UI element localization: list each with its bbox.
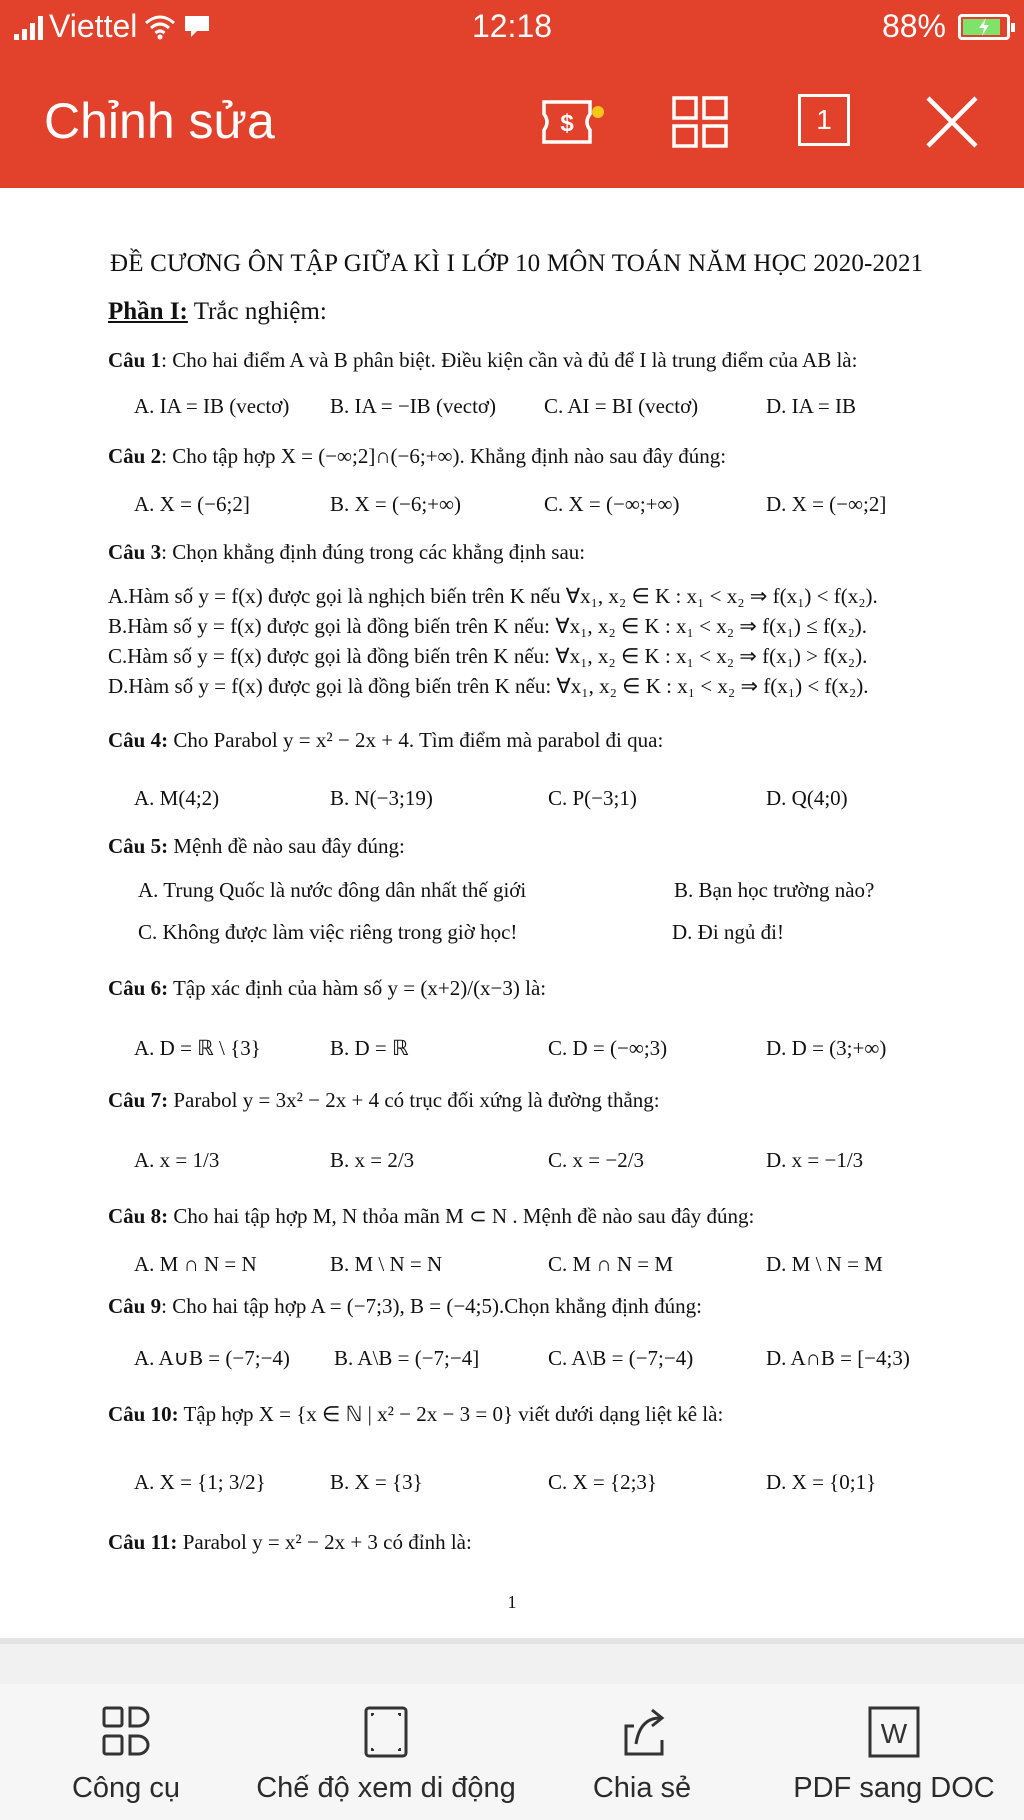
option-b: B. X = (−6;+∞) [330, 492, 461, 516]
question-8 [108, 1204, 754, 1229]
pdf-to-doc-label: PDF sang DOC [793, 1772, 995, 1804]
question-9 [108, 1294, 702, 1319]
page-number: 1 [507, 1592, 517, 1612]
question-4 [108, 728, 663, 753]
page-indicator: 1 [816, 104, 832, 135]
tools-button[interactable] [62, 1684, 190, 1820]
option-a: A. Trung Quốc là nước đông dân nhất thế giới [138, 878, 527, 902]
dollar-ticket-icon[interactable] [540, 90, 604, 154]
option-b: B. D = ℝ [330, 1036, 409, 1060]
carrier-name: Viettel [49, 8, 138, 44]
question-label: Câu 9 [108, 1294, 162, 1318]
question-3-option-b: B.Hàm số y = f(x) được gọi là đồng biến trên K nếu: ∀x₁, x₂ ∈ K : x₁ < x₂ ⇒ f(x₁) ≤ f(x₂). [108, 614, 868, 638]
option-b: B. Bạn học trường nào? [674, 878, 875, 902]
document-page[interactable] [0, 188, 1024, 1638]
question-text: Parabol y = x² − 2x + 3 có đỉnh là: [177, 1530, 472, 1554]
top-bar [0, 0, 1024, 188]
option-c: C. D = (−∞;3) [548, 1036, 668, 1060]
share-button[interactable] [580, 1684, 704, 1820]
option-a: A. x = 1/3 [134, 1148, 220, 1172]
option-a: A. X = {1; 3/2} [134, 1470, 266, 1494]
mobile-view-button[interactable] [246, 1684, 526, 1820]
option-c: C. X = (−∞;+∞) [544, 492, 680, 516]
option-b: B. A\B = (−7;−4] [334, 1346, 480, 1370]
word-icon [866, 1704, 922, 1760]
option-b: B. M \ N = N [330, 1252, 443, 1276]
option-d: D. A∩B = [−4;3) [766, 1346, 910, 1370]
question-label: Câu 3 [108, 540, 162, 564]
section-title: Trắc nghiệm: [193, 298, 327, 325]
question-text: : Cho hai tập hợp A = (−7;3), B = (−4;5).Chọn khẳng định đúng: [161, 1294, 702, 1318]
pdf-to-doc-button[interactable] [790, 1684, 998, 1820]
question-label: Câu 11: [108, 1530, 178, 1554]
option-c: C. M ∩ N = M [548, 1252, 674, 1276]
option-a: A. M(4;2) [134, 786, 220, 810]
question-text: Cho Parabol y = x² − 2x + 4. Tìm điểm mà parabol đi qua: [168, 728, 664, 752]
question-text: : Chọn khẳng định đúng trong các khẳng định sau: [161, 540, 586, 564]
page-title: Chỉnh sửa [44, 93, 275, 149]
question-label: Câu 10: [108, 1402, 179, 1426]
grid-icon[interactable] [668, 90, 732, 154]
option-c: C. X = {2;3} [548, 1470, 658, 1494]
question-label: Câu 6: [108, 976, 169, 1000]
question-text: Mệnh đề nào sau đây đúng: [168, 834, 405, 858]
bottom-toolbar [0, 1684, 1024, 1820]
mobile-view-icon [358, 1704, 414, 1760]
question-3-option-d: D.Hàm số y = f(x) được gọi là đồng biến trên K nếu: ∀x₁, x₂ ∈ K : x₁ < x₂ ⇒ f(x₁) < f(x₂). [108, 674, 869, 698]
option-d: D. M \ N = M [766, 1252, 883, 1276]
question-text: Parabol y = 3x² − 2x + 4 có trục đối xứng là đường thẳng: [168, 1088, 660, 1112]
option-c: C. Không được làm việc riêng trong giờ học! [138, 920, 518, 944]
close-icon[interactable] [920, 90, 984, 154]
clock: 12:18 [471, 8, 553, 44]
question-label: Câu 1 [108, 348, 162, 372]
section-label: Phần I: [108, 298, 188, 325]
question-label: Câu 5: [108, 834, 169, 858]
question-text: : Cho hai điểm A và B phân biệt. Điều kiện cần và đủ để I là trung điểm của AB là: [161, 348, 858, 372]
option-a: A. A∪B = (−7;−4) [134, 1346, 290, 1370]
app-header [0, 54, 1024, 188]
status-bar [0, 0, 1024, 54]
tools-label: Công cụ [71, 1772, 180, 1804]
option-b: B. x = 2/3 [330, 1148, 415, 1172]
option-d: D. D = (3;+∞) [766, 1036, 887, 1060]
question-6 [108, 976, 546, 1001]
option-a: A. X = (−6;2] [134, 492, 250, 516]
tools-icon [98, 1704, 154, 1760]
question-1 [108, 348, 857, 373]
share-icon [614, 1704, 670, 1760]
question-text: : Cho tập hợp X = (−∞;2]∩(−6;+∞). Khẳng định nào sau đây đúng: [161, 444, 727, 468]
mobile-view-label: Chế độ xem di động [256, 1772, 516, 1804]
option-d: D. x = −1/3 [766, 1148, 864, 1172]
option-b: B. X = {3} [330, 1470, 423, 1494]
share-label: Chia sẻ [592, 1772, 692, 1804]
battery-percent: 88% [881, 8, 946, 44]
svg-text:$: $ [560, 110, 574, 137]
option-c: C. AI = BI (vectơ) [544, 394, 699, 418]
option-a: A. IA = IB (vectơ) [134, 394, 290, 418]
option-a: A. M ∩ N = N [134, 1252, 257, 1276]
option-c: C. A\B = (−7;−4) [548, 1346, 694, 1370]
option-d: D. X = {0;1} [766, 1470, 877, 1494]
question-10 [108, 1402, 723, 1427]
option-d: D. Đi ngủ đi! [672, 920, 784, 944]
page-separator [0, 1638, 1024, 1684]
question-label: Câu 4: [108, 728, 169, 752]
question-label: Câu 8: [108, 1204, 169, 1228]
question-label: Câu 7: [108, 1088, 169, 1112]
battery-status [882, 8, 1010, 45]
option-d: D. X = (−∞;2] [766, 492, 887, 516]
question-11 [108, 1530, 472, 1555]
question-text: Tập xác định của hàm số y = (x+2)/(x−3) là: [168, 976, 547, 1000]
question-text: Cho hai tập hợp M, N thỏa mãn M ⊂ N . Mệnh đề nào sau đây đúng: [168, 1204, 755, 1228]
question-2 [108, 444, 726, 469]
page-count-icon[interactable] [798, 94, 850, 146]
document-title: ĐỀ CƯƠNG ÔN TẬP GIỮA KÌ I LỚP 10 MÔN TOÁN NĂM HỌC 2020-2021 [110, 250, 924, 277]
option-a: A. D = ℝ \ {3} [134, 1036, 261, 1060]
question-7 [108, 1088, 660, 1113]
option-d: D. IA = IB [766, 394, 857, 418]
option-d: D. Q(4;0) [766, 786, 848, 810]
option-b: B. N(−3;19) [330, 786, 433, 810]
question-5 [108, 834, 405, 859]
question-text: Tập hợp X = {x ∈ ℕ | x² − 2x − 3 = 0} viết dưới dạng liệt kê là: [178, 1402, 724, 1426]
svg-text:W: W [880, 1718, 908, 1749]
section-heading [108, 298, 327, 326]
question-3 [108, 540, 585, 565]
option-c: C. P(−3;1) [548, 786, 637, 810]
option-b: B. IA = −IB (vectơ) [330, 394, 497, 418]
option-c: C. x = −2/3 [548, 1148, 645, 1172]
question-label: Câu 2 [108, 444, 162, 468]
question-3-option-c: C.Hàm số y = f(x) được gọi là đồng biến trên K nếu: ∀x₁, x₂ ∈ K : x₁ < x₂ ⇒ f(x₁) > f(x₂). [108, 644, 868, 668]
question-3-option-a: A.Hàm số y = f(x) được gọi là nghịch biến trên K nếu ∀x₁, x₂ ∈ K : x₁ < x₂ ⇒ f(x₁) < f(x₂). [108, 584, 878, 608]
battery-icon [958, 14, 1010, 40]
